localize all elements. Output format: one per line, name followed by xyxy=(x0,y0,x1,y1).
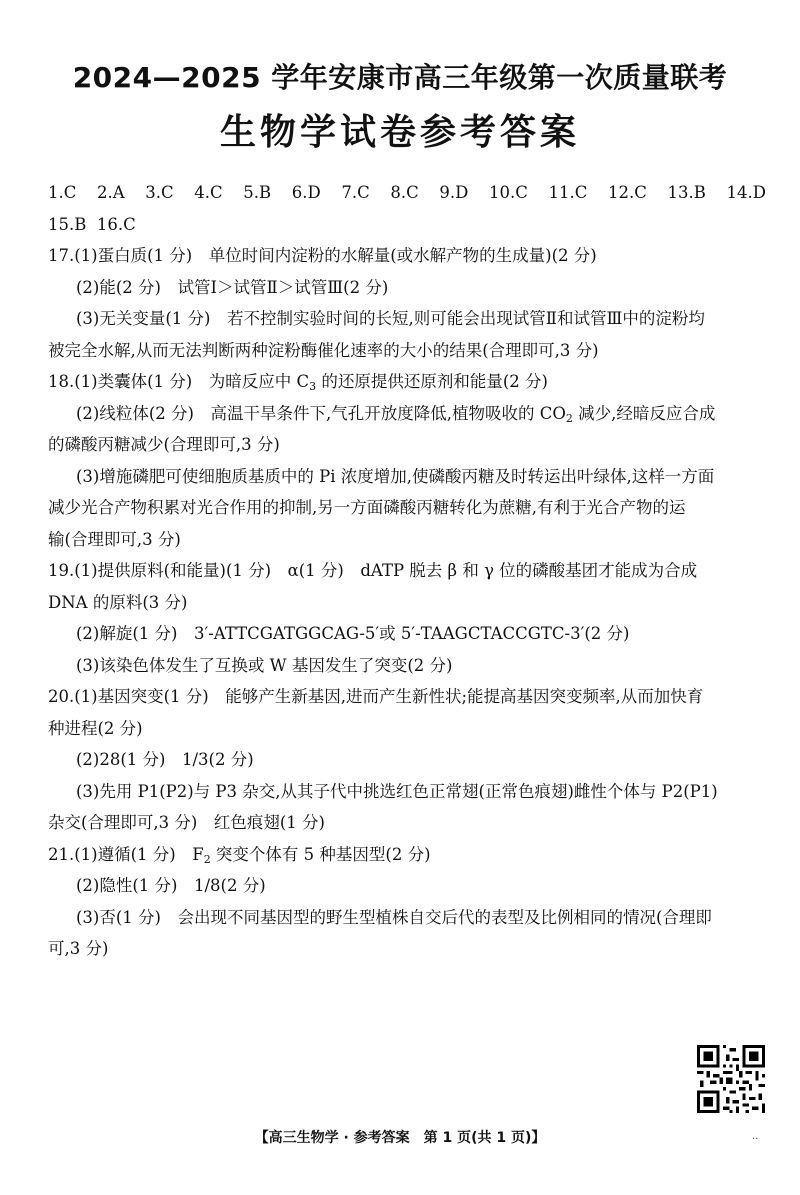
question-18 xyxy=(48,366,766,555)
answer-line: (3)先用 P1(P2)与 P3 杂交,从其子代中挑选红色正常翅(正常色痕翅)雌性个体与 P2(P1) xyxy=(76,781,718,801)
footer-dots: .. xyxy=(752,1131,759,1142)
answer-line: 可,3 分) xyxy=(48,939,109,958)
mc-answer: 2.A xyxy=(97,183,125,202)
answer-text: 突变个体有 5 种基因型(2 分) xyxy=(210,844,431,864)
answer-line xyxy=(48,366,766,398)
answer-text: 的还原提供还原剂和能量(2 分) xyxy=(316,372,548,391)
question-21 xyxy=(48,839,766,965)
qr-code-icon xyxy=(697,1045,765,1113)
answer-line: (2)能(2 分) 试管Ⅰ＞试管Ⅱ＞试管Ⅲ(2 分) xyxy=(76,277,389,297)
answer-line: 输(合理即可,3 分) xyxy=(48,529,181,549)
answer-line: (2)解旋(1 分) 3′-ATTCGATGGCAG-5′或 5′-TAAGCTACCGTC-3′(2 分) xyxy=(76,624,630,643)
answer-line: 20.(1)基因突变(1 分) 能够产生新基因,进而产生新性状;能提高基因突变频率,从而加快育 xyxy=(48,687,704,706)
mc-answer: 5.B xyxy=(243,183,272,202)
answer-line xyxy=(48,398,766,430)
mc-answer: 15.B xyxy=(48,214,87,234)
answer-text: (2)线粒体(2 分) 高温干旱条件下,气孔开放度降低,植物吸收的 CO xyxy=(76,403,566,423)
subscript: 3 xyxy=(309,380,317,393)
mc-answer: 14.D xyxy=(726,183,766,202)
answer-key-title: 生物学试卷参考答案 xyxy=(219,112,580,153)
mc-answer: 13.B xyxy=(667,183,706,202)
answer-line: 的磷酸丙糖减少(合理即可,3 分) xyxy=(48,435,280,454)
answer-line: (3)该染色体发生了互换或 W 基因发生了突变(2 分) xyxy=(76,655,453,675)
mc-answer: 16.C xyxy=(96,214,136,234)
page-footer: 【高三生物学 · 参考答案 第 1 页(共 1 页)】 xyxy=(254,1130,546,1146)
mc-answer: 7.C xyxy=(341,183,370,202)
answer-line: 被完全水解,从而无法判断两种淀粉酶催化速率的大小的结果(合理即可,3 分) xyxy=(48,340,599,360)
answer-line xyxy=(48,839,766,871)
answer-line: (2)隐性(1 分) 1/8(2 分) xyxy=(76,876,266,895)
mc-answer: 3.C xyxy=(145,183,174,202)
answer-line: (3)增施磷肥可使细胞质基质中的 Pi 浓度增加,使磷酸丙糖及时转运出叶绿体,这样一方面 xyxy=(76,466,715,486)
mc-answer: 4.C xyxy=(194,183,223,202)
answer-content xyxy=(48,177,766,965)
mc-answer: 6.D xyxy=(291,183,321,202)
exam-title: 2024—2025 学年安康市高三年级第一次质量联考 xyxy=(72,61,728,94)
answer-line: 种进程(2 分) xyxy=(48,718,143,738)
answer-line: 17.(1)蛋白质(1 分) 单位时间内淀粉的水解量(或水解产物的生成量)(2 分) xyxy=(48,246,597,265)
answer-text: 18.(1)类囊体(1 分) 为暗反应中 C xyxy=(48,372,310,391)
mc-answer: 1.C xyxy=(48,183,77,202)
mc-answers-row-1 xyxy=(48,177,766,209)
mc-answer: 8.C xyxy=(390,183,419,202)
question-20 xyxy=(48,681,766,839)
answer-text: 21.(1)遵循(1 分) F xyxy=(48,844,204,864)
subscript: 2 xyxy=(565,411,573,425)
answer-line: 减少光合产物积累对光合作用的抑制,另一方面磷酸丙糖转化为蔗糖,有利于光合产物的运 xyxy=(48,498,686,517)
mc-answer: 10.C xyxy=(489,183,528,202)
question-17 xyxy=(48,240,766,366)
answer-line: 杂交(合理即可,3 分) 红色痕翅(1 分) xyxy=(48,813,325,832)
answer-line: (3)无关变量(1 分) 若不控制实验时间的长短,则可能会出现试管Ⅱ和试管Ⅲ中的淀粉均 xyxy=(76,309,705,328)
answer-line: (3)否(1 分) 会出现不同基因型的野生型植株自交后代的表型及比例相同的情况(合理即 xyxy=(76,907,712,927)
mc-answer: 11.C xyxy=(548,183,588,202)
subscript: 2 xyxy=(203,852,211,866)
answer-text: 减少,经暗反应合成 xyxy=(572,403,716,423)
answer-line: DNA 的原料(3 分) xyxy=(48,592,188,612)
answer-line: (2)28(1 分) 1/3(2 分) xyxy=(76,750,254,769)
mc-answer: 12.C xyxy=(608,183,647,202)
mc-answers-row-2 xyxy=(48,209,766,241)
question-19 xyxy=(48,555,766,681)
mc-answer: 9.D xyxy=(439,183,469,202)
answer-line: 19.(1)提供原料(和能量)(1 分) α(1 分) dATP 脱去 β 和 γ 位的磷酸基团才能成为合成 xyxy=(48,561,698,580)
